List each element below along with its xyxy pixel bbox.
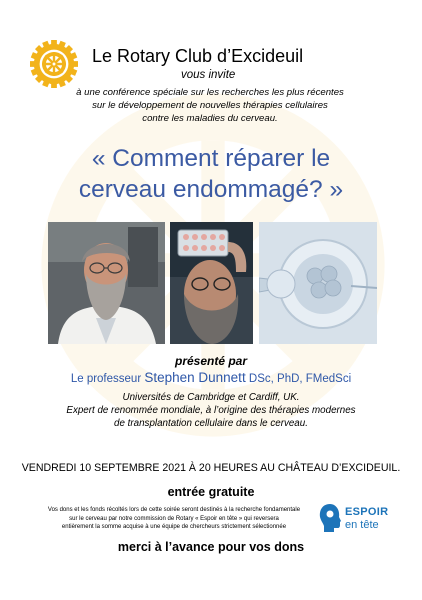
speaker-line [0,370,422,385]
donation-thanks: merci à l’avance pour vos dons [117,540,305,554]
speaker-prefix: Le professeur [70,373,142,385]
presented-by: présenté par [174,354,248,368]
intro-line: contre les maladies du cerveau. [142,113,278,124]
donation-text [38,506,310,532]
microscopic-cell-injection-photo [259,222,377,344]
portrait-bearded-man-photo [48,222,165,344]
rotary-wheel-icon [30,40,78,88]
speaker-name: Stephen Dunnett [144,370,246,385]
intro-line: à une conférence spéciale sur les recherches les plus récentes [76,87,344,98]
title-line: « Comment réparer le [91,145,331,172]
affiliation-line: Expert de renommée mondiale, à l’origine des thérapies modernes [66,405,356,416]
donation-line: Vos dons et les fonds récoltés lors de cette soirée seront destinés à la recherche fondamentale [47,507,301,513]
title-line: cerveau endommagé? » [78,176,344,203]
intro-line: sur le développement de nouvelles thérapies cellulaires [92,100,328,111]
head-silhouette-icon [318,503,342,533]
club-name: Le Rotary Club d’Excideuil [92,46,304,66]
intro-text [45,86,375,125]
entry-free: entrée gratuite [167,485,255,499]
conference-title [20,143,402,205]
event-date-location: VENDREDI 10 SEPTEMBRE 2021 À 20 HEURES AU CHÂTEAU D’EXCIDEUIL. [21,462,401,474]
donation-line: sur le cerveau par notre commission de Rotary « Espoir en tête » qui reversera [69,515,279,522]
espoir-text: ESPOIR [345,506,389,518]
en-tete-text: en tête [345,519,379,531]
affiliation-line: de transplantation cellulaire dans le cerveau. [114,418,308,429]
invite-text: vous invite [181,69,236,81]
scientist-holding-sample-plate-photo [170,222,253,344]
donation-line: entièrement la somme acquise à une équipe de chercheurs strictement sélectionnée [61,524,287,530]
affiliation-line: Universités de Cambridge et Cardiff, UK. [122,392,300,403]
espoir-en-tete-logo [318,501,398,535]
speaker-titles: DSc, PhD, FMedSci [248,373,352,385]
speaker-affiliation [30,391,392,430]
